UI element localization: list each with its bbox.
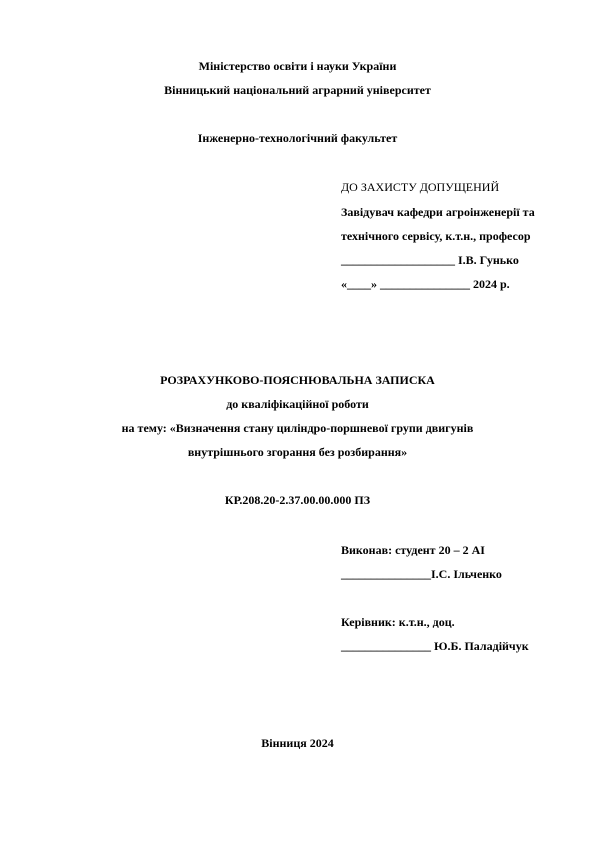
supervisor-signature: _______________ Ю.Б. Паладійчук [341,639,529,653]
faculty-heading: Інженерно-технологічний факультет [197,131,398,145]
supervisor-label: Керівник: к.т.н., доц. [341,615,455,629]
performer-label: Виконав: студент 20 – 2 АІ [341,543,485,557]
performer-signature: _______________І.С. Ільченко [341,567,502,581]
document-subtitle: до кваліфікаційної роботи [226,397,369,411]
document-title: РОЗРАХУНКОВО-ПОЯСНЮВАЛЬНА ЗАПИСКА [160,373,435,387]
university-heading: Вінницький національний аграрний університет [164,83,431,97]
document-topic-line2: внутрішнього згорання без розбирання» [187,445,408,459]
approval-position-line1: Завідувач кафедри агроінженерії та [341,205,535,219]
city-year: Вінниця 2024 [261,736,334,750]
ministry-heading: Міністерство освіти і науки України [198,59,397,73]
approval-title: ДО ЗАХИСТУ ДОПУЩЕНИЙ [341,180,500,194]
document-topic-line1: на тему: «Визначення стану циліндро-поршневої групи двигунів [121,421,474,435]
document-code: КР.208.20-2.37.00.00.000 ПЗ [224,493,371,507]
approval-date: «____» _______________ 2024 р. [341,277,510,291]
approval-position-line2: технічного сервісу, к.т.н., професор [341,229,531,243]
approval-signature: ___________________ І.В. Гунько [341,253,519,267]
